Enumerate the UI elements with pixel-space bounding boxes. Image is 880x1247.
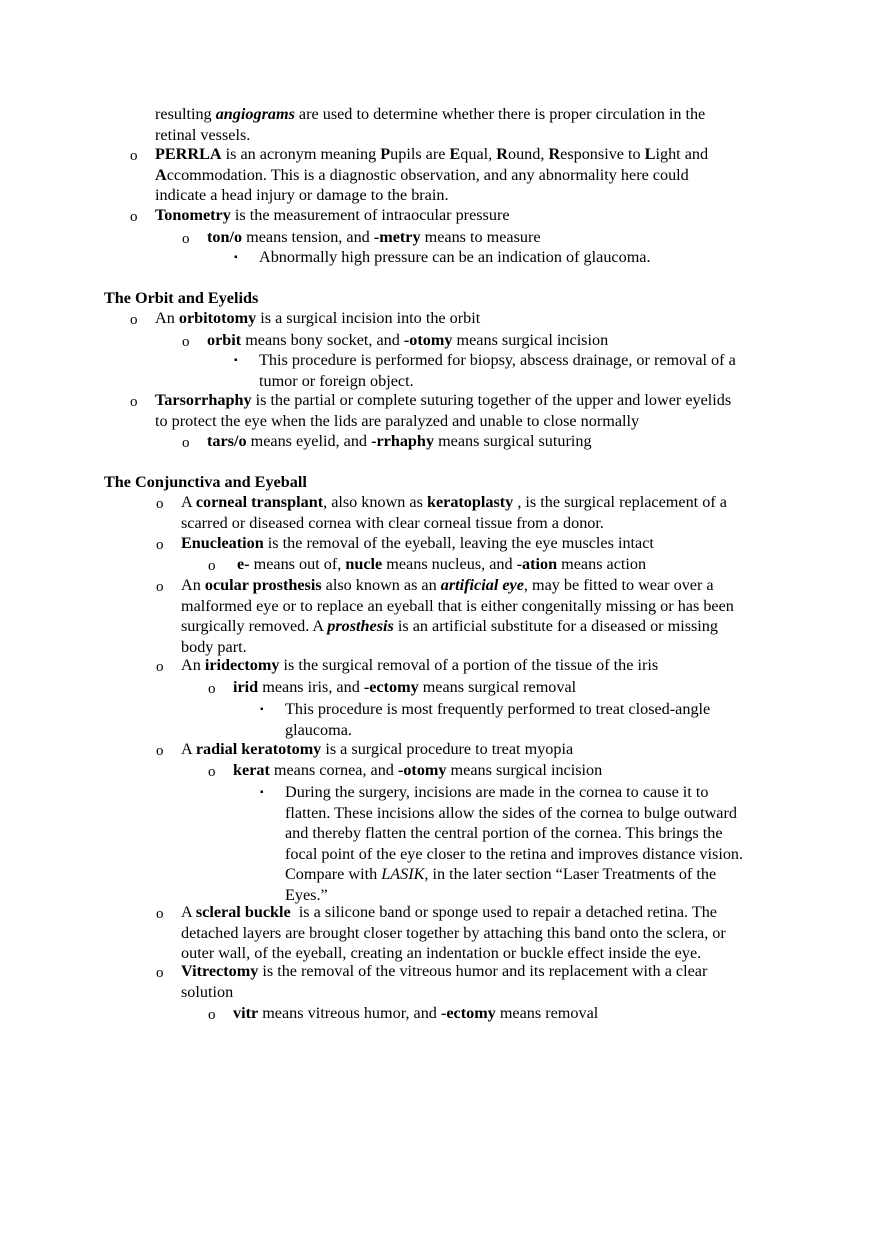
letter: R xyxy=(548,145,561,163)
term-suffix: -otomy xyxy=(397,761,447,779)
text: is a surgical incision into the orbit xyxy=(256,309,481,327)
radial-keratotomy-item xyxy=(181,739,573,760)
text: means vitreous humor, and xyxy=(258,1004,441,1022)
text: means nucleus, and xyxy=(382,555,517,573)
text: A xyxy=(181,903,196,921)
text: This procedure is performed for biopsy, abscess drainage, or removal of a xyxy=(259,351,736,369)
text: means action xyxy=(557,555,647,573)
term-tarsorrhaphy: Tarsorrhaphy xyxy=(155,391,252,409)
corneal-transplant-item xyxy=(181,492,727,533)
circle-bullet-icon: o xyxy=(156,965,164,981)
circle-bullet-icon: o xyxy=(182,334,190,350)
text: means surgical removal xyxy=(418,678,577,696)
text: upils are xyxy=(390,145,450,163)
text: An xyxy=(155,309,179,327)
text: An xyxy=(181,656,205,674)
text: resulting xyxy=(155,105,216,123)
text: means to measure xyxy=(420,228,541,246)
text: , also known as xyxy=(323,493,427,511)
square-bullet-icon: ▪ xyxy=(260,704,264,715)
text: also known as an xyxy=(321,576,441,594)
term-root: tars/o xyxy=(207,432,247,450)
circle-bullet-icon: o xyxy=(130,148,138,164)
text: means eyelid, and xyxy=(246,432,372,450)
text: is an acronym meaning xyxy=(221,145,381,163)
text: A xyxy=(181,740,196,758)
circle-bullet-icon: o xyxy=(182,435,190,451)
letter: A xyxy=(155,165,167,184)
term-suffix: -otomy xyxy=(403,331,453,349)
circle-bullet-icon: o xyxy=(130,209,138,225)
iridectomy-note xyxy=(285,699,710,740)
tarsorrhaphy-item xyxy=(155,390,731,431)
circle-bullet-icon: o xyxy=(208,558,216,574)
text: is the removal of the eyeball, leaving the eye muscles intact xyxy=(263,534,654,552)
term-radial-keratotomy: radial keratotomy xyxy=(195,740,322,758)
term-tonometry: Tonometry xyxy=(155,206,231,224)
text: means removal xyxy=(495,1004,599,1022)
scleral-buckle-item xyxy=(181,902,726,964)
term-iridectomy: iridectomy xyxy=(204,656,280,674)
text: A xyxy=(181,493,196,511)
ocular-prosthesis-item xyxy=(181,575,734,657)
text: , in the later section “Laser Treatments of the xyxy=(424,865,717,883)
text: is the measurement of intraocular pressure xyxy=(230,206,510,224)
square-bullet-icon: ▪ xyxy=(260,787,264,798)
radial-keratotomy-subitem xyxy=(233,760,602,781)
term-perrla: PERRLA xyxy=(155,145,222,163)
text: outer wall, of the eyeball, creating an indentation or buckle effect inside the eye. xyxy=(181,944,702,962)
circle-bullet-icon: o xyxy=(130,394,138,410)
iridectomy-item xyxy=(181,655,658,676)
text: means surgical suturing xyxy=(434,432,592,450)
text: Eyes.” xyxy=(285,885,328,904)
term-suffix: -metry xyxy=(373,228,421,246)
tonometry-item xyxy=(155,205,510,226)
text: tumor or foreign object. xyxy=(259,371,414,390)
text: Compare with xyxy=(285,865,382,883)
vitrectomy-item xyxy=(181,961,707,1002)
tonometry-subitem xyxy=(207,227,541,248)
term-root: irid xyxy=(233,678,259,696)
perrla-item xyxy=(155,144,708,206)
tarsorrhaphy-subitem xyxy=(207,431,592,452)
circle-bullet-icon: o xyxy=(130,312,138,328)
text: detached layers are brought closer together by attaching this band onto the sclera, or xyxy=(181,923,726,942)
text: , may be fitted to wear over a xyxy=(523,576,714,594)
term-suffix: -rrhaphy xyxy=(371,432,435,450)
text: ight and xyxy=(655,145,709,163)
text: esponsive to xyxy=(560,145,645,163)
text: An xyxy=(181,576,205,594)
term-root: nucle xyxy=(345,555,383,573)
term-artificial-eye: artificial eye xyxy=(440,576,524,594)
text: is a silicone band or sponge used to repair a detached retina. The xyxy=(290,903,717,921)
text: means iris, and xyxy=(258,678,364,696)
text: means surgical incision xyxy=(452,331,609,349)
circle-bullet-icon: o xyxy=(156,659,164,675)
text: to protect the eye when the lids are paralyzed and unable to close normally xyxy=(155,411,640,430)
text: is an artificial substitute for a diseased or missing xyxy=(393,617,718,635)
orbitotomy-item xyxy=(155,308,480,329)
letter: L xyxy=(644,145,656,163)
circle-bullet-icon: o xyxy=(156,579,164,595)
vitrectomy-subitem xyxy=(233,1003,598,1024)
term-orbitotomy: orbitotomy xyxy=(178,309,257,327)
text: is the surgical removal of a portion of the tissue of the iris xyxy=(279,656,659,674)
square-bullet-icon: ▪ xyxy=(234,252,238,263)
term-prosthesis: prosthesis xyxy=(327,617,394,635)
circle-bullet-icon: o xyxy=(208,1007,216,1023)
enucleation-item xyxy=(181,533,654,554)
term-suffix: -ectomy xyxy=(363,678,419,696)
term-prefix: e- xyxy=(237,555,250,573)
letter: P xyxy=(380,145,391,163)
circle-bullet-icon: o xyxy=(156,537,164,553)
text: ccommodation. This is a diagnostic observation, and any abnormality here could xyxy=(166,165,689,184)
letter: R xyxy=(496,145,508,163)
text: means cornea, and xyxy=(269,761,398,779)
text: body part. xyxy=(181,637,247,656)
orbitotomy-note xyxy=(259,350,736,391)
circle-bullet-icon: o xyxy=(156,906,164,922)
section-heading: The Orbit and Eyelids xyxy=(104,289,259,307)
term-root: orbit xyxy=(207,331,242,349)
term-keratoplasty: keratoplasty xyxy=(426,493,514,511)
text: means bony socket, and xyxy=(241,331,404,349)
term-suffix: -ation xyxy=(516,555,558,573)
text: , is the surgical replacement of a xyxy=(513,493,727,511)
text: indicate a head injury or damage to the brain. xyxy=(155,186,449,204)
circle-bullet-icon: o xyxy=(208,681,216,697)
orbitotomy-subitem xyxy=(207,330,608,351)
text: and thereby flatten the central portion of the cornea. This brings the xyxy=(285,824,723,842)
text: qual, xyxy=(460,145,497,163)
text: are used to determine whether there is proper circulation in the xyxy=(294,105,706,123)
term-enucleation: Enucleation xyxy=(181,534,264,552)
text: is the removal of the vitreous humor and its replacement with a clear xyxy=(258,962,708,980)
angiogram-text xyxy=(155,104,705,145)
term-suffix: -ectomy xyxy=(440,1004,496,1022)
text: means tension, and xyxy=(242,228,374,246)
text: Abnormally high pressure can be an indication of glaucoma. xyxy=(259,248,651,266)
text: solution xyxy=(181,982,234,1001)
text: means out of, xyxy=(249,555,346,573)
text: ound, xyxy=(507,145,549,163)
text: is the partial or complete suturing together of the upper and lower eyelids xyxy=(251,391,732,409)
iridectomy-subitem xyxy=(233,677,576,698)
square-bullet-icon: ▪ xyxy=(234,355,238,366)
term-root: ton/o xyxy=(207,228,243,246)
term-vitrectomy: Vitrectomy xyxy=(181,962,259,980)
text: malformed eye or to replace an eyeball that is either congenitally missing or has been xyxy=(181,596,734,615)
term-lasik: LASIK xyxy=(381,865,425,883)
radial-keratotomy-note xyxy=(285,782,743,905)
text: During the surgery, incisions are made in the cornea to cause it to xyxy=(285,783,709,801)
term-scleral-buckle: scleral buckle xyxy=(195,903,291,921)
circle-bullet-icon: o xyxy=(156,743,164,759)
term-root: vitr xyxy=(233,1004,259,1022)
text: scarred or diseased cornea with clear corneal tissue from a donor. xyxy=(181,513,604,532)
text: retinal vessels. xyxy=(155,125,251,144)
enucleation-subitem xyxy=(237,554,646,575)
term-corneal-transplant: corneal transplant xyxy=(195,493,324,511)
section-heading: The Conjunctiva and Eyeball xyxy=(104,473,307,491)
text: surgically removed. A xyxy=(181,617,328,635)
circle-bullet-icon: o xyxy=(208,764,216,780)
text: focal point of the eye closer to the retina and improves distance vision. xyxy=(285,844,744,863)
term-root: kerat xyxy=(233,761,270,779)
term-angiograms: angiograms xyxy=(215,105,295,123)
text: glaucoma. xyxy=(285,720,352,739)
circle-bullet-icon: o xyxy=(156,496,164,512)
text: is a surgical procedure to treat myopia xyxy=(321,740,574,758)
text: This procedure is most frequently performed to treat closed-angle xyxy=(285,700,711,718)
term-ocular-prosthesis: ocular prosthesis xyxy=(204,576,322,594)
letter: E xyxy=(449,145,461,163)
circle-bullet-icon: o xyxy=(182,231,190,247)
tonometry-note xyxy=(259,247,651,268)
text: means surgical incision xyxy=(446,761,603,779)
text: flatten. These incisions allow the sides of the cornea to bulge outward xyxy=(285,803,737,822)
